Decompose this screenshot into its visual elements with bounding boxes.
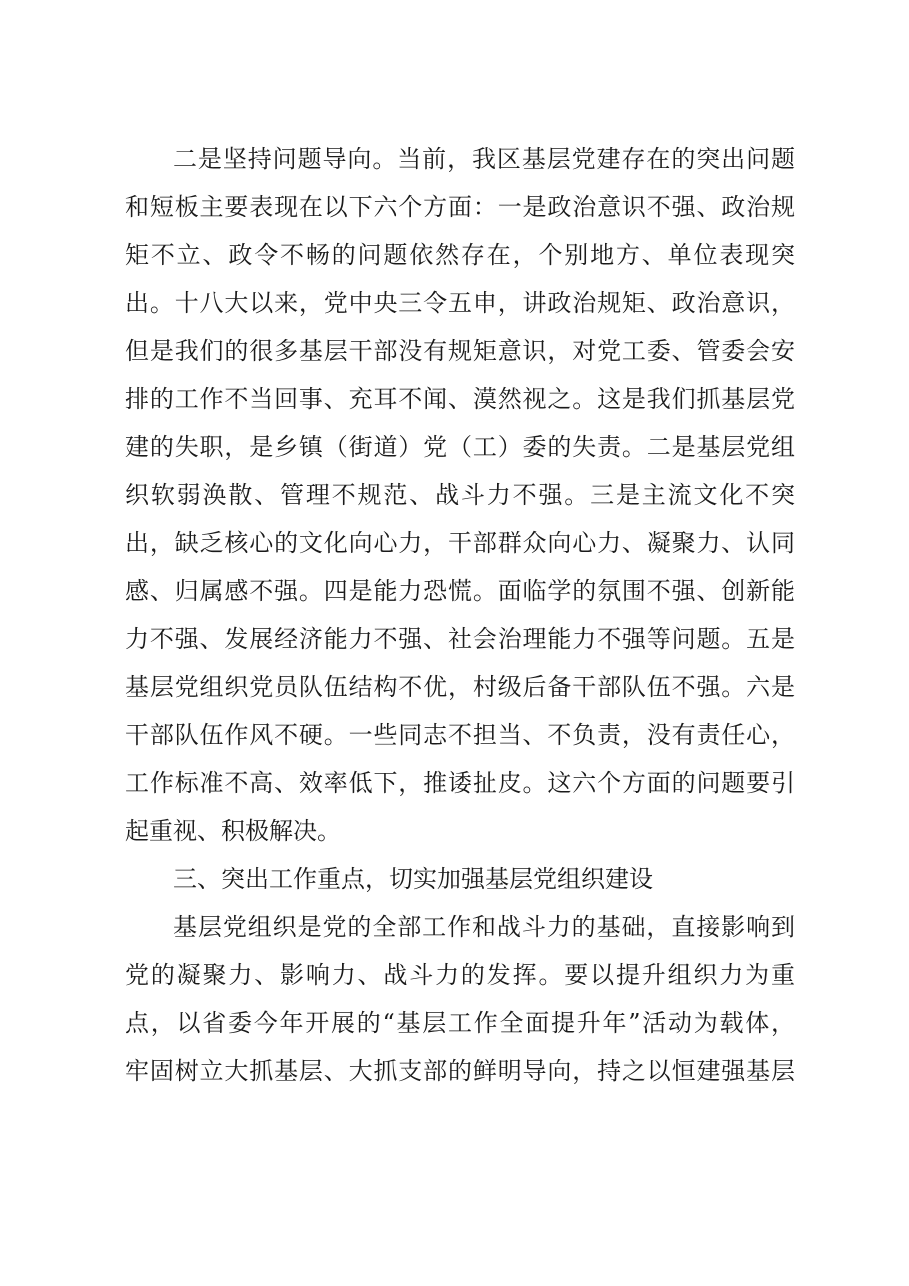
paragraph-line-text: 工作标准不高、效率低下，推诿扯皮。这六个方面的问题要引 [125, 769, 795, 797]
paragraph-line [0, 183, 909, 231]
paragraph-line [0, 567, 909, 615]
paragraph-line [0, 807, 909, 855]
paragraph-line [0, 951, 909, 999]
paragraph-line [0, 615, 909, 663]
paragraph-line [0, 519, 909, 567]
paragraph-line-text: 织软弱涣散、管理不规范、战斗力不强。三是主流文化不突 [125, 481, 795, 509]
paragraph-line-text: 出，缺乏核心的文化向心力，干部群众向心力、凝聚力、认同 [125, 529, 795, 557]
paragraph-line-text: 基层党组织是党的全部工作和战斗力的基础，直接影响到 [173, 913, 795, 941]
paragraph-line [0, 903, 909, 951]
paragraph-line-text: 牢固树立大抓基层、大抓支部的鲜明导向，持之以恒建强基层 [125, 1057, 795, 1085]
paragraph-line [0, 327, 909, 375]
paragraph-line [0, 1047, 909, 1095]
paragraph-line [0, 279, 909, 327]
section-heading-text: 三、突出工作重点，切实加强基层党组织建设 [173, 865, 653, 893]
paragraph-line [0, 423, 909, 471]
paragraph-line [0, 711, 909, 759]
paragraph-line-text: 建的失职，是乡镇（街道）党（工）委的失责。二是基层党组 [125, 433, 795, 461]
paragraph-line-text: 干部队伍作风不硬。一些同志不担当、不负责，没有责任心， [125, 721, 795, 749]
section-heading [0, 855, 909, 903]
paragraph-line-text: 力不强、发展经济能力不强、社会治理能力不强等问题。五是 [125, 625, 795, 653]
paragraph-line [0, 231, 909, 279]
paragraph-line-text: 和短板主要表现在以下六个方面：一是政治意识不强、政治规 [125, 193, 795, 221]
paragraph-line-text: 矩不立、政令不畅的问题依然存在，个别地方、单位表现突 [125, 241, 795, 269]
paragraph-line-text: 但是我们的很多基层干部没有规矩意识，对党工委、管委会安 [125, 337, 795, 365]
paragraph-line-text: 排的工作不当回事、充耳不闻、漠然视之。这是我们抓基层党 [125, 385, 795, 413]
paragraph-line [0, 999, 909, 1047]
paragraph-line [0, 759, 909, 807]
paragraph-line-text: 党的凝聚力、影响力、战斗力的发挥。要以提升组织力为重 [125, 961, 795, 989]
paragraph-line-text: 基层党组织党员队伍结构不优，村级后备干部队伍不强。六是 [125, 673, 795, 701]
paragraph-line-text: 点，以省委今年开展的“基层工作全面提升年”活动为载体， [125, 1009, 795, 1037]
paragraph-line [0, 135, 909, 183]
paragraph-line [0, 375, 909, 423]
paragraph-line-text: 起重视、积极解决。 [125, 817, 341, 845]
paragraph-line-text: 感、归属感不强。四是能力恐慌。面临学的氛围不强、创新能 [125, 577, 795, 605]
paragraph-line [0, 663, 909, 711]
paragraph-line [0, 471, 909, 519]
paragraph-line-text: 二是坚持问题导向。当前，我区基层党建存在的突出问题 [173, 145, 795, 173]
paragraph-line-text: 出。十八大以来，党中央三令五申，讲政治规矩、政治意识， [125, 289, 795, 317]
